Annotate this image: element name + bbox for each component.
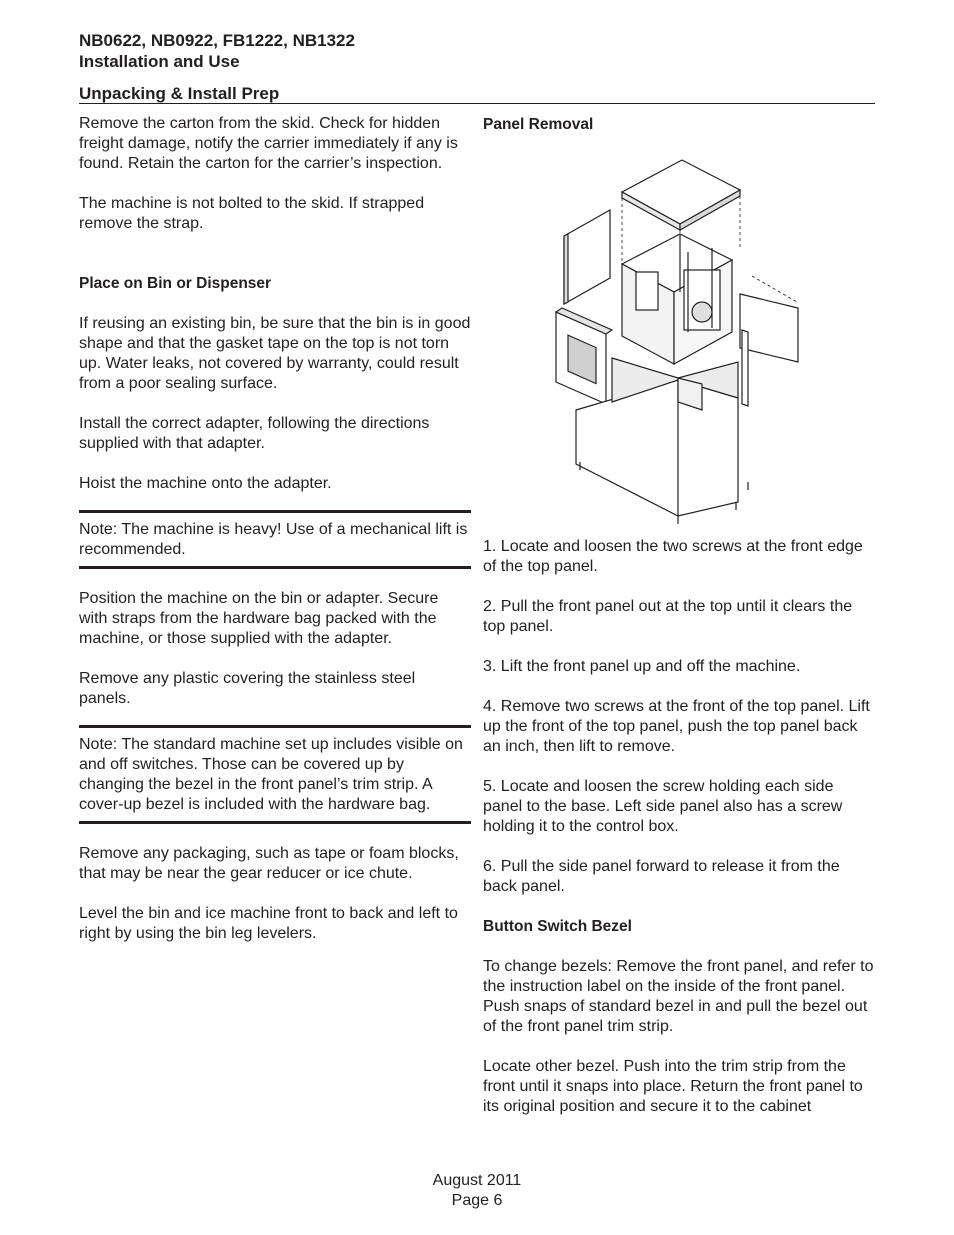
panel-removal-heading-wrap [483,115,877,155]
bin-check-paragraph: If reusing an existing bin, be sure that the bin is in good shape and that the gasket tape on the top is not torn up. Water leaks, not covered by warranty, could result from a poor sealing surface. [79,315,471,392]
right-column-steps [483,537,877,1137]
level-paragraph: Level the bin and ice machine front to back and left to right by using the bin leg levelers. [79,905,458,942]
step-2: 2. Pull the front panel out at the top until it clears the top panel. [483,598,853,635]
bezel-install-paragraph: Locate other bezel. Push into the trim strip from the front until it snaps into place. Return the front panel to its original position and secure it to the cabinet [483,1058,863,1115]
section-rule [79,103,875,104]
heavy-note-text: Note: The machine is heavy! Use of a mechanical lift is recommended. [79,521,468,558]
step-4: 4. Remove two screws at the front of the top panel. Lift up the front of the top panel, push the top panel back an inch, then lift to remove. [483,698,870,755]
document-title: NB0622, NB0922, FB1222, NB1322 [79,31,355,50]
hoist-paragraph: Hoist the machine onto the adapter. [79,475,332,492]
unpack-paragraph: Remove the carton from the skid. Check for hidden freight damage, notify the carrier immediately if any is found. Retain the carton for the carrier’s inspection. [79,115,458,172]
step-3: 3. Lift the front panel up and off the machine. [483,658,801,675]
ice-machine-exploded-drawing [552,152,802,524]
adapter-paragraph: Install the correct adapter, following the directions supplied with that adapter. [79,415,430,452]
step-6: 6. Pull the side panel forward to release it from the back panel. [483,858,840,895]
panel-removal-heading: Panel Removal [483,116,594,133]
plastic-paragraph: Remove any plastic covering the stainless steel panels. [79,670,416,707]
packaging-paragraph: Remove any packaging, such as tape or foam blocks, that may be near the gear reducer or ice chute. [79,845,459,882]
position-paragraph: Position the machine on the bin or adapter. Secure with straps from the hardware bag packed with the machine, or those supplied with the adapter. [79,590,439,647]
place-on-bin-heading: Place on Bin or Dispenser [79,275,272,292]
switch-note-text: Note: The standard machine set up includes visible on and off switches. Those can be covered up by changing the bezel in the front panel’s trim strip. A cover-up bezel is included with the hardware bag. [79,736,463,813]
document-subtitle: Installation and Use [79,52,240,71]
panel-removal-illustration [552,152,802,524]
left-column [79,114,471,964]
step-5: 5. Locate and loosen the screw holding each side panel to the base. Left side panel also has a screw holding it to the control box. [483,778,843,835]
button-switch-bezel-heading: Button Switch Bezel [483,918,632,935]
bezel-change-paragraph: To change bezels: Remove the front panel, and refer to the instruction label on the inside of the front panel. Push snaps of standard bezel in and pull the bezel out of the front panel trim strip. [483,958,874,1035]
heavy-note [79,510,471,569]
step-1: 1. Locate and loosen the two screws at the front edge of the top panel. [483,538,863,575]
footer-date: August 2011 [432,1172,522,1189]
switch-note [79,725,471,824]
footer-page-number: Page 6 [451,1192,503,1209]
section-title: Unpacking & Install Prep [79,84,280,103]
skid-paragraph: The machine is not bolted to the skid. If strapped remove the strap. [79,195,425,232]
